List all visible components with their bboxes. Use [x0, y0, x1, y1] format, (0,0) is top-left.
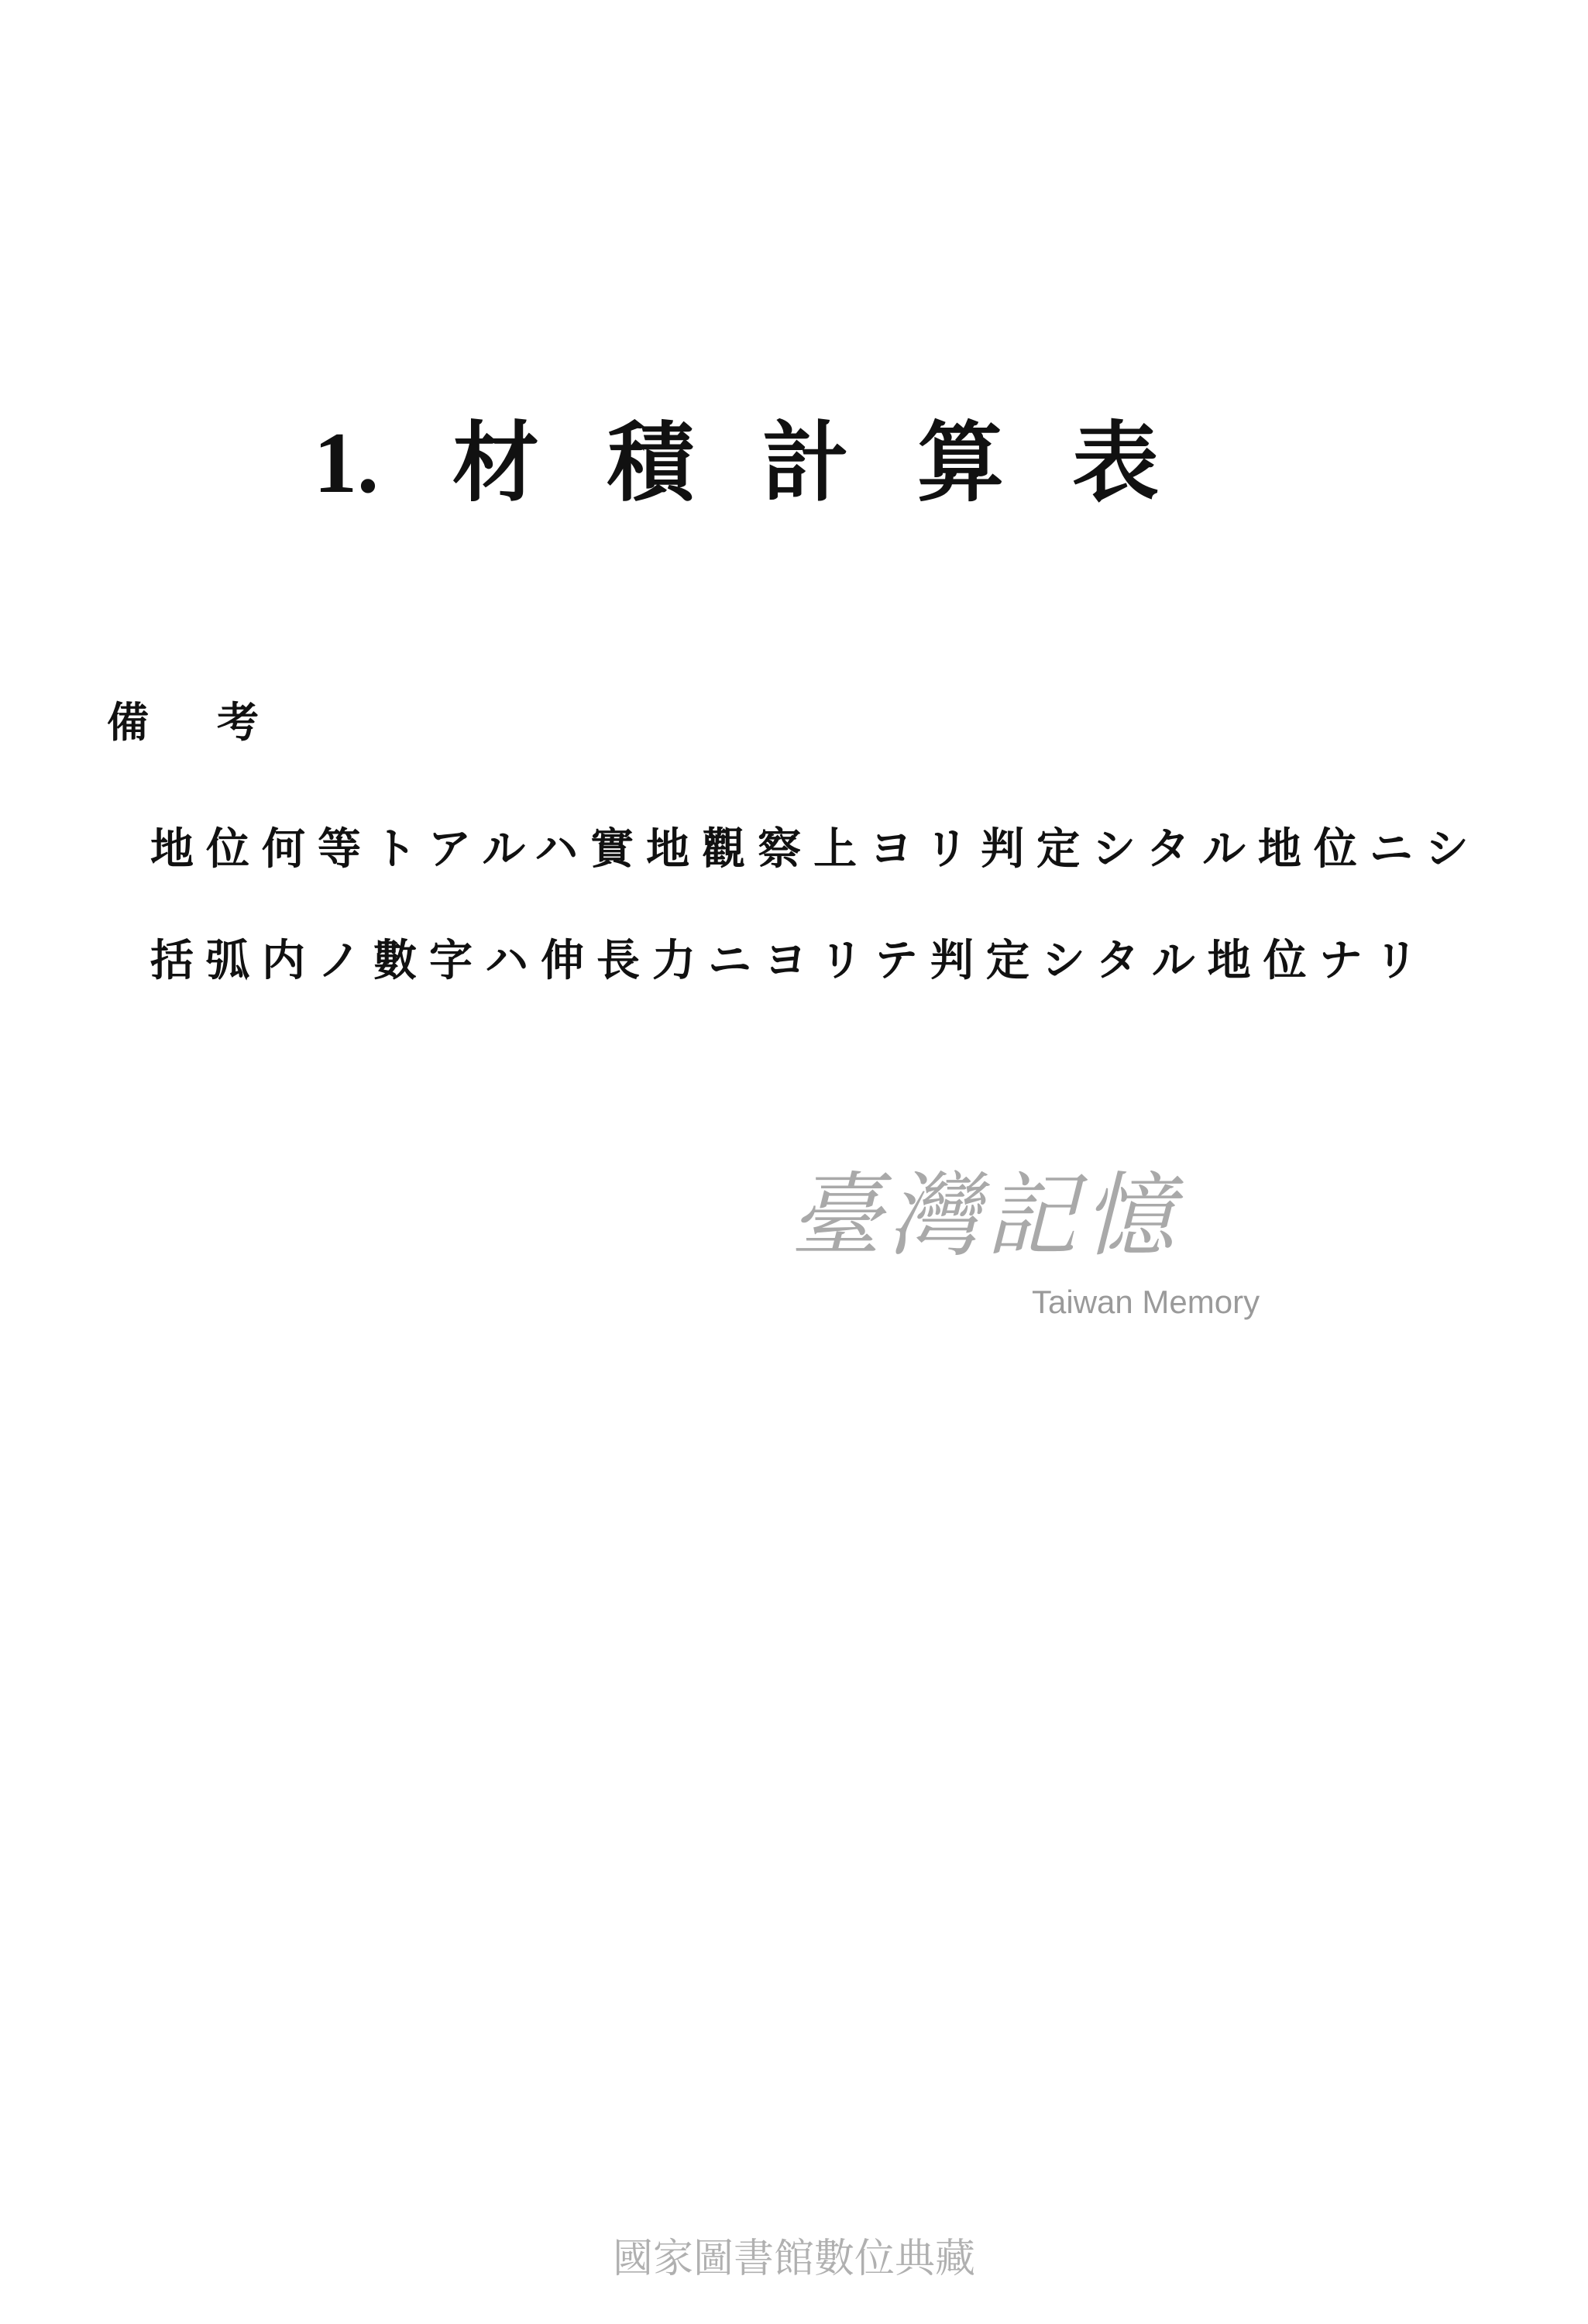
watermark-chinese: 臺灣記憶 [790, 1162, 1181, 1269]
remark-note-1: 地位何等トアルハ實地觀察上ヨリ判定シタル地位ニシ [150, 823, 1481, 875]
footer-credit: 國家圖書館數位典藏 [612, 2236, 975, 2282]
title-number: 1. [314, 415, 379, 511]
watermark-english: Taiwan Memory [1032, 1284, 1260, 1320]
taiwan-memory-watermark [790, 1162, 1286, 1332]
page-title [314, 409, 1227, 517]
remarks-heading: 備考 [107, 697, 327, 747]
title-text: 材積計算表 [452, 412, 1227, 514]
remark-note-2: 括弧内ノ數字ハ伸長力ニヨリテ判定シタル地位ナリ [150, 935, 1431, 986]
